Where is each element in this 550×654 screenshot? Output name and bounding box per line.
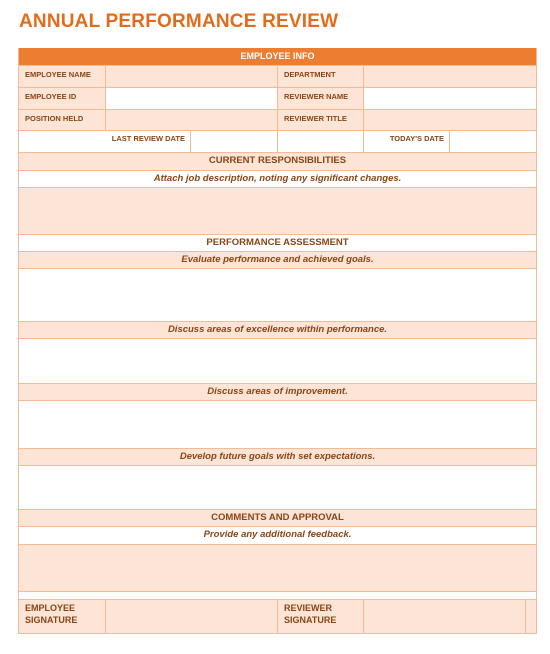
assessment-field-3[interactable] xyxy=(19,401,536,449)
employee-id-label: EMPLOYEE ID xyxy=(19,88,106,109)
position-held-field[interactable] xyxy=(106,110,278,130)
assessment-instruction-1: Evaluate performance and achieved goals. xyxy=(19,252,536,269)
comments-instruction: Provide any additional feedback. xyxy=(19,527,536,545)
last-review-date-field[interactable] xyxy=(191,131,278,152)
employee-name-label: EMPLOYEE NAME xyxy=(19,66,106,87)
row-employee-id xyxy=(19,88,536,110)
todays-date-label: TODAY'S DATE xyxy=(364,131,450,152)
responsibilities-title: CURRENT RESPONSIBILITIES xyxy=(19,153,536,171)
employee-name-field[interactable] xyxy=(106,66,278,87)
row-dates xyxy=(19,131,536,153)
reviewer-signature-line2: SIGNATURE xyxy=(284,615,337,625)
assessment-field-4[interactable] xyxy=(19,466,536,510)
page-title: ANNUAL PERFORMANCE REVIEW xyxy=(19,11,339,32)
responsibilities-field[interactable] xyxy=(19,188,536,235)
reviewer-signature-line1: REVIEWER xyxy=(284,603,333,613)
reviewer-title-label: REVIEWER TITLE xyxy=(278,110,364,130)
row-position-held xyxy=(19,110,536,131)
employee-info-header: EMPLOYEE INFO xyxy=(19,48,536,66)
dates-spacer xyxy=(278,131,364,152)
employee-signature-line1: EMPLOYEE xyxy=(25,603,76,613)
assessment-instruction-4: Develop future goals with set expectations. xyxy=(19,449,536,466)
employee-id-field[interactable] xyxy=(106,88,278,109)
employee-signature-field[interactable] xyxy=(106,600,278,633)
position-held-label: POSITION HELD xyxy=(19,110,106,130)
assessment-instruction-3: Discuss areas of improvement. xyxy=(19,384,536,401)
assessment-field-1[interactable] xyxy=(19,269,536,322)
employee-signature-label xyxy=(19,600,106,633)
reviewer-signature-field[interactable] xyxy=(364,600,526,633)
department-label: DEPARTMENT xyxy=(278,66,364,87)
signature-spacer xyxy=(19,592,536,600)
row-employee-name xyxy=(19,66,536,88)
todays-date-field[interactable] xyxy=(450,131,536,152)
comments-title: COMMENTS AND APPROVAL xyxy=(19,510,536,527)
department-field[interactable] xyxy=(364,66,536,87)
assessment-instruction-2: Discuss areas of excellence within performance. xyxy=(19,322,536,339)
comments-field[interactable] xyxy=(19,545,536,592)
responsibilities-instruction: Attach job description, noting any significant changes. xyxy=(19,171,536,188)
reviewer-signature-label xyxy=(278,600,364,633)
row-signatures xyxy=(19,600,536,634)
employee-signature-line2: SIGNATURE xyxy=(25,615,78,625)
review-form xyxy=(18,48,537,634)
assessment-field-2[interactable] xyxy=(19,339,536,384)
assessment-title: PERFORMANCE ASSESSMENT xyxy=(19,235,536,252)
last-review-date-label: LAST REVIEW DATE xyxy=(19,131,191,152)
reviewer-name-field[interactable] xyxy=(364,88,536,109)
reviewer-name-label: REVIEWER NAME xyxy=(278,88,364,109)
reviewer-title-field[interactable] xyxy=(364,110,536,130)
